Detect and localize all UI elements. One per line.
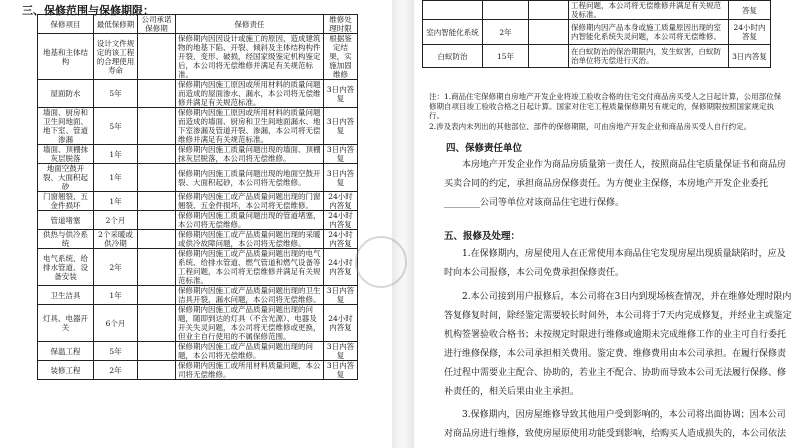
table-cell-duty: 保修期内因施工质量问题出现的地面空鼓开裂、大面积起砂，本公司将无偿维修。	[176, 164, 324, 192]
table-cell-time: 答复	[729, 1, 771, 20]
paragraph-repair-2: 2.本公司接到用户报修后，本公司将在3日内到现场核查情况，并在维修处理时限内答复修复时间，除经鉴定需要较长时间外，本公司将于7天内完成修复，并经业主或鉴定机构签署验收合格书；未按规定时限进行维修或逾期未完成维修工作的业主可自行委托进行维修保修，本公司承担相关费用。鉴定费、维修费用由本公司承担。在履行保修责任过程中需要业主配合、协助的，若业主不配合、协助而导致本公司无法履行保修、修补责任的，相关后果由业主承担。	[444, 292, 792, 397]
table-cell-duty: 保修期内因产品本身或施工质量原因出现的室内智能化系统失灵问题，本公司将无偿维修。	[569, 20, 729, 45]
table-cell-time: 24小时内答复	[324, 192, 358, 211]
table-cell-min: 2个月	[94, 211, 138, 230]
table-cell-time: 根据鉴定结果，实施加固维修	[324, 34, 358, 80]
left-page	[0, 0, 392, 448]
table-row	[38, 305, 358, 342]
paragraph-repair-3: 3.保修期内，因房屋维修导致其他用户受到影响的，本公司将出面协调；因本公司对商品房进行维修，致使房屋原使用功能受到影响，给购买人造成损失的，本公司依法	[444, 410, 787, 439]
table-cell-duty: 保修期内因施工或产品质量问题出现的卫生洁具开裂、漏水问题，本公司将无偿维修。	[176, 286, 324, 305]
table-cell-item: 保温工程	[38, 342, 94, 361]
table-row	[38, 249, 358, 286]
paragraph-repair-1: 1.在保修期内，房屋使用人在正常使用本商品住宅发现房屋出现质量缺陷时，应及时向本公司报修，本公司免费承担保修责任。	[444, 249, 786, 278]
table-cell-min: 1年	[94, 145, 138, 164]
header-cell: 最低保修期	[94, 15, 138, 34]
note-1: 注：1.商品住宅保修期自房地产开发企业将竣工验收合格的住宅交付商品房买受人之日起计算，公用部位保修期自项目竣工验收合格之日起计算。国家对住宅工程质量保修期另有规定的，保修期限按照国家规定执行。	[429, 92, 782, 120]
table-cell-promise	[138, 249, 176, 286]
table-cell-promise	[138, 192, 176, 211]
table-cell-time: 24小时内答复	[324, 211, 358, 230]
table-cell-time: 3日内答复	[324, 361, 358, 380]
table-cell-min: 1年	[94, 192, 138, 211]
table-cell-promise	[138, 80, 176, 108]
table-cell-promise	[138, 230, 176, 249]
table-row	[38, 34, 358, 80]
table-cell-time: 24小时内答复	[324, 305, 358, 342]
table-cell-duty: 保修期内因因设计或施工的原因，造成建筑物的地基下陷、开裂、倾斜及主体结构构件开裂、变形、破损，经国家级鉴定机构鉴定后，本公司将无偿维修并满足有关规范标准。	[176, 34, 324, 80]
table-cell-duty: 工程问题，本公司将无偿维修并满足有关规范及标准。	[569, 1, 729, 20]
table-cell-time: 24小时内答复	[729, 20, 771, 45]
table-cell-time: 3日内答复	[324, 342, 358, 361]
table-cell-min: 15年	[483, 45, 529, 68]
table-cell-promise	[138, 108, 176, 145]
table-cell-item: 管道堵塞	[38, 211, 94, 230]
table-row	[423, 45, 771, 68]
table-row	[38, 192, 358, 211]
table-cell-promise	[138, 211, 176, 230]
table-row	[38, 80, 358, 108]
right-page	[414, 0, 800, 448]
table-cell-item: 地面空鼓开裂、大面积起砂	[38, 164, 94, 192]
table-cell-min: 2年	[483, 20, 529, 45]
table-row	[38, 342, 358, 361]
table-cell-item: 白蚁防治	[423, 45, 483, 68]
table-cell-promise	[138, 34, 176, 80]
table-cell-duty: 在白蚁防治的保治期限内，发生蚁害，白蚁防治单位将无偿进行灭治。	[569, 45, 729, 68]
table-cell-duty: 保修期内因施工原因或所用材料的质量问题而造成的墙面、厨房和卫生间地面漏水、地下室渗漏及管道开裂、渗漏，本公司将无偿维修并满足有关规范标准。	[176, 108, 324, 145]
table-cell-promise	[138, 361, 176, 380]
table-cell-min: 1年	[94, 286, 138, 305]
table-cell-promise	[529, 20, 569, 45]
table-row	[38, 286, 358, 305]
table-cell-item	[423, 1, 483, 20]
table-cell-duty: 保修期内因施工或产品质量问题出现的采暖或供冷故障问题，本公司将无偿维修。	[176, 230, 324, 249]
heading-responsible-unit: 四、保修责任单位	[446, 143, 523, 154]
table-row	[423, 1, 771, 20]
table-cell-promise	[529, 1, 569, 20]
table-row	[38, 164, 358, 192]
table-cell-time: 24小时内答复	[324, 249, 358, 286]
table-cell-duty: 保修期内因施工质量问题出现的墙面、顶棚抹灰层脱落，本公司将无偿维修。	[176, 145, 324, 164]
table-cell-time: 3日内答复	[729, 45, 771, 68]
table-header-row	[38, 15, 358, 34]
table-cell-item: 墙面、顶棚抹灰层脱落	[38, 145, 94, 164]
table-cell-promise	[529, 45, 569, 68]
table-cell-min: 2个采暖或供冷期	[94, 230, 138, 249]
table-cell-promise	[138, 286, 176, 305]
faint-seal-mark	[355, 236, 407, 288]
table-cell-promise	[138, 164, 176, 192]
table-cell-promise	[138, 342, 176, 361]
table-cell-min: 5年	[94, 342, 138, 361]
table-cell-duty: 保修期内因施工或产品质量问题出现的电气系统、给排水管道、燃气管道和燃气设备等工程问题，本公司将无偿维修并满足有关规范标准。	[176, 249, 324, 286]
table-cell-min: 2年	[94, 361, 138, 380]
table-cell-item: 装修工程	[38, 361, 94, 380]
header-cell: 维修处理时限	[324, 15, 358, 34]
table-cell-item: 室内智能化系统	[423, 20, 483, 45]
header-cell: 保修责任	[176, 15, 324, 34]
table-cell-duty: 保修期内因施工或产品质量问题出现的问题，随即到达的灯具（不含光源）、电器及开关失灵问题，本公司将无偿维修或更换，但业主自行使用的不属保修范围。	[176, 305, 324, 342]
table-row	[38, 230, 358, 249]
warranty-table-continued	[422, 0, 771, 68]
paragraph-responsible-unit: 本房地产开发企业作为商品房质量第一责任人，按照商品住宅质量保证书和商品房买卖合同的约定，承担商品房保修责任。为方便业主保修，本房地产开发企业委托________公司等单位对该商品住宅进行保修。	[444, 160, 787, 208]
table-cell-item: 电气系统、给排水管道、设备安装	[38, 249, 94, 286]
table-row	[38, 108, 358, 145]
table-cell-item: 墙面、厨房和卫生间地面、地下室、管道渗漏	[38, 108, 94, 145]
table-cell-duty: 保修期内因施工或产品质量问题出现的问题，本公司将无偿维修。	[176, 342, 324, 361]
table-cell-duty: 保修期内因施工或所用材料质量问题，本公司将无偿维修。	[176, 361, 324, 380]
table-cell-item: 门窗翘裂、五金件损坏	[38, 192, 94, 211]
header-cell: 保修项目	[38, 15, 94, 34]
table-cell-item: 灯具、电器开关	[38, 305, 94, 342]
table-cell-item: 屋面防水	[38, 80, 94, 108]
table-cell-duty: 保修期内因施工或产品质量问题出现的门窗翘裂、五金件损坏，本公司将无偿维修。	[176, 192, 324, 211]
table-cell-min: 5年	[94, 80, 138, 108]
heading-repair-handling: 五、报修及处理：	[444, 231, 521, 242]
table-cell-item: 地基和主体结构	[38, 34, 94, 80]
table-cell-min: 6个月	[94, 305, 138, 342]
table-cell-min: 2年	[94, 249, 138, 286]
table-row	[423, 20, 771, 45]
table-cell-min	[483, 1, 529, 20]
table-cell-promise	[138, 145, 176, 164]
section-title-warranty-scope: 三、保修范围与保修期限：	[22, 4, 154, 17]
table-cell-item: 供热与供冷系统	[38, 230, 94, 249]
header-cell: 公司承诺保修期	[138, 15, 176, 34]
table-cell-duty: 保修期内因施工原因或所用材料的质量问题而造成的屋面渗水、漏水，本公司将无偿维修并满足有关规范标准。	[176, 80, 324, 108]
table-cell-min: 5年	[94, 108, 138, 145]
page-gutter	[392, 0, 414, 448]
table-cell-time: 3日内答复	[324, 286, 358, 305]
warranty-table	[37, 14, 358, 380]
table-cell-time: 3日内答复	[324, 164, 358, 192]
table-cell-time: 3日内答复	[324, 80, 358, 108]
table-row	[38, 145, 358, 164]
note-2: 2.涉及表内未列出的其他部位、部件的保修期限，可由房地产开发企业和商品房买受人自行约定。	[429, 122, 752, 131]
table-cell-time: 24小时内答复	[324, 230, 358, 249]
table-row	[38, 361, 358, 380]
table-cell-item: 卫生洁具	[38, 286, 94, 305]
table-cell-promise	[138, 305, 176, 342]
table-cell-time: 3日内答复	[324, 145, 358, 164]
table-row	[38, 211, 358, 230]
table-cell-min: 设计文件规定的该工程的合理使用寿命	[94, 34, 138, 80]
table-cell-time: 3日内答复	[324, 108, 358, 145]
table-cell-min: 1年	[94, 164, 138, 192]
table-cell-duty: 保修期内因施工质量问题出现的管道堵塞，本公司将无偿维修。	[176, 211, 324, 230]
